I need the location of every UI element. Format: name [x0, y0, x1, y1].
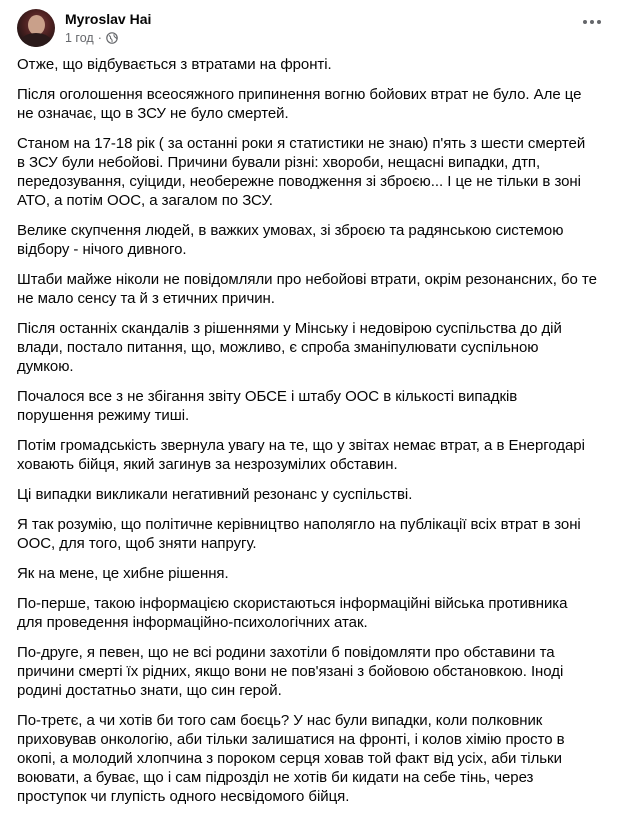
- more-options-button[interactable]: [578, 12, 606, 32]
- post-time[interactable]: 1 год: [65, 31, 94, 45]
- post-paragraph: Після останніх скандалів з рішеннями у Мінську і недовірою суспільства до дій влади, постало питання, що, можливо, є спроба зманіпулювати суспільною думкою.: [17, 320, 562, 375]
- post-header: [17, 9, 151, 47]
- post-paragraph: Я так розумію, що політичне керівництво наполягло на публікації всіх втрат в зоні ООС, для того, щоб зняти напругу.: [17, 516, 581, 552]
- post-paragraph: Отже, що відбувається з втратами на фронті.: [17, 56, 332, 73]
- post-paragraph: Після оголошення всеосяжного припинення вогню бойових втрат не було. Але це не означає, що в ЗСУ не було смертей.: [17, 86, 582, 122]
- post-paragraph: Велике скупчення людей, в важких умовах, зі зброєю та радянською системою відбору - нічого дивного.: [17, 222, 564, 258]
- author-name[interactable]: Myroslav Hai: [65, 11, 152, 27]
- post-meta: [65, 10, 151, 46]
- post-paragraph: По-третє, а чи хотів би того сам боєць? У нас були випадки, коли полковник приховував онкологію, аби тільки залишатися на фронті, і колов хімію просто в окопі, а молодий хлопчина з пороком серця ховав той факт від усіх, аби тільки воювати, а буває, що і сам підрозділ не хотів би кидати на себе тінь, через проступок чи глупість одного несвідомого бійця.: [17, 712, 565, 805]
- post-paragraph: Почалося все з не збігання звіту ОБСЕ і штабу ООС в кількості випадків порушення режиму тиші.: [17, 388, 518, 424]
- globe-icon: [106, 32, 118, 44]
- more-dots-icon: [583, 20, 587, 24]
- avatar[interactable]: [17, 9, 55, 47]
- post-paragraph: Ці випадки викликали негативний резонанс у суспільстві.: [17, 486, 413, 503]
- post-body: [17, 55, 597, 817]
- post-paragraph: Штаби майже ніколи не повідомляли про небойові втрати, окрім резонансних, бо те не мало сенсу та й з етичних причин.: [17, 271, 597, 307]
- post-paragraph: По-друге, я певен, що не всі родини захотіли б повідомляти про обставини та причини смерті їх рідних, якщо вони не пов'язані з бойовою обстановкою. Іноді родині достатньо знати, що син герой.: [17, 644, 564, 699]
- post-paragraph: По-перше, такою інформацією скористаються інформаційні війська противника для проведення інформаційно-психологічних атак.: [17, 595, 568, 631]
- post-subline: [65, 30, 151, 46]
- post-paragraph: Потім громадськість звернула увагу на те, що у звітах немає втрат, а в Енергодарі ховають бійця, який загинув за незрозумілих обставин.: [17, 437, 585, 473]
- post-paragraph: Як на мене, це хибне рішення.: [17, 565, 229, 582]
- post-paragraph: Станом на 17-18 рік ( за останні роки я статистики не знаю) п'ять з шести смертей в ЗСУ були небойові. Причини бували різні: хвороби, нещасні випадки, дтп, передозування, суіциди, необережне поводження зі зброєю... І це не тільки в зоні АТО, а потім ООС, а загалом по ЗСУ.: [17, 135, 586, 209]
- separator-dot: ·: [97, 31, 102, 45]
